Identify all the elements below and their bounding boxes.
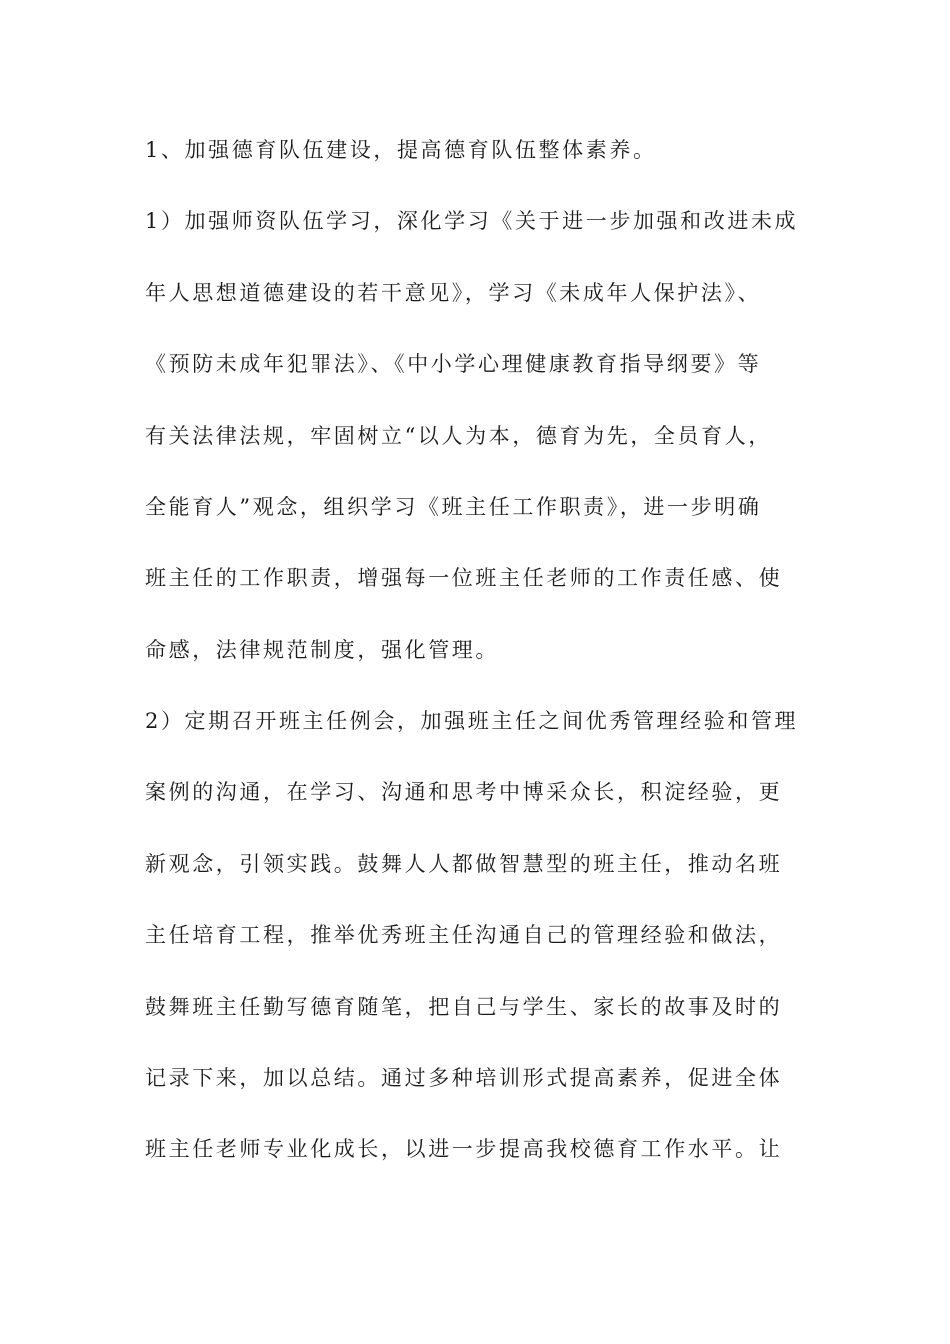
text-line: 全能育人”观念，组织学习《班主任工作职责》，进一步明确 [145,494,762,519]
text-line: 记录下来，加以总结。通过多种培训形式提高素养，促进全体 [145,1065,783,1090]
text-line: 命感，法律规范制度，强化管理。 [145,637,499,662]
text-line: 班主任老师专业化成长，以进一步提高我校德育工作水平。让 [145,1137,783,1162]
body-text [145,128,810,1199]
text-line: 主任培育工程，推举优秀班主任沟通自己的管理经验和做法， [145,923,783,948]
text-line: 鼓舞班主任勤写德育随笔，把自己与学生、家长的故事及时的 [145,994,783,1019]
text-line: 2）定期召开班主任例会，加强班主任之间优秀管理经验和管理 [145,709,799,733]
text-line: 1）加强师资队伍学习，深化学习《关于进一步加强和改进未成 [145,209,799,234]
text-line: 案例的沟通，在学习、沟通和思考中博采众长，积淀经验，更 [145,780,783,805]
text-line: 《预防未成年犯罪法》、《中小学心理健康教育指导纲要》等 [145,352,762,377]
text-line: 年人思想道德建设的若干意见》，学习《未成年人保护法》、 [145,280,762,305]
text-line: 1、加强德育队伍建设，提高德育队伍整体素养。 [145,138,657,162]
text-line: 班主任的工作职责，增强每一位班主任老师的工作责任感、使 [145,566,783,591]
text-line: 有关法律法规，牢固树立“以人为本，德育为先，全员育人， [145,423,772,448]
text-line: 新观念，引领实践。鼓舞人人都做智慧型的班主任，推动名班 [145,851,783,876]
